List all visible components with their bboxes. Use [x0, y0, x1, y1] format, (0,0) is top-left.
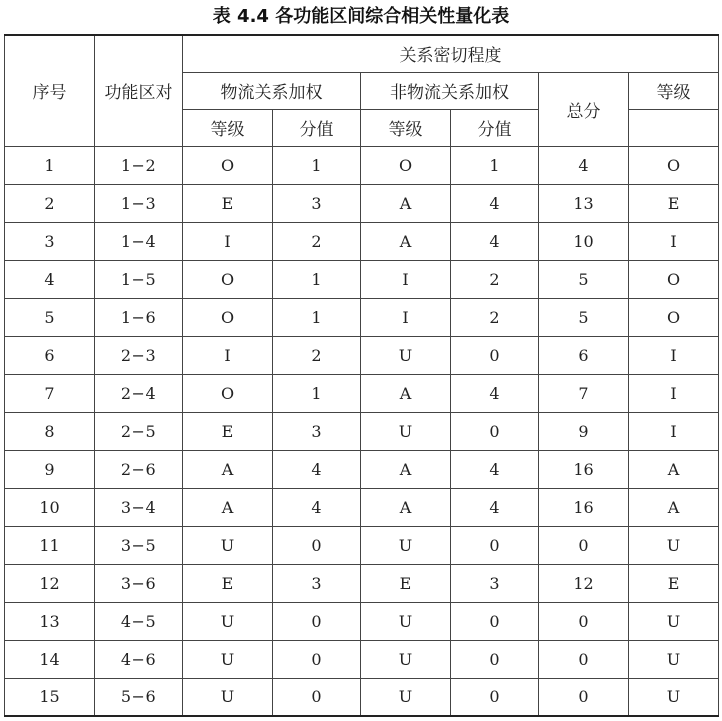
cell-logistics-value: 4	[273, 488, 361, 526]
cell-logistics-grade: U	[183, 640, 273, 678]
table-row	[5, 222, 719, 260]
cell-grade: O	[629, 146, 719, 184]
cell-index: 1	[5, 146, 95, 184]
cell-logistics-value: 2	[273, 222, 361, 260]
cell-index: 9	[5, 450, 95, 488]
cell-logistics-value: 3	[273, 564, 361, 602]
cell-grade: U	[629, 526, 719, 564]
cell-grade: I	[629, 412, 719, 450]
cell-non-logistics-value: 0	[451, 526, 539, 564]
cell-non-logistics-grade: A	[361, 450, 451, 488]
cell-non-logistics-grade: A	[361, 374, 451, 412]
cell-total: 0	[539, 640, 629, 678]
cell-logistics-value: 1	[273, 260, 361, 298]
cell-logistics-grade: I	[183, 336, 273, 374]
cell-grade: O	[629, 260, 719, 298]
cell-total: 6	[539, 336, 629, 374]
cell-logistics-grade: O	[183, 298, 273, 336]
cell-non-logistics-value: 4	[451, 222, 539, 260]
cell-logistics-value: 1	[273, 374, 361, 412]
cell-non-logistics-grade: U	[361, 412, 451, 450]
cell-index: 2	[5, 184, 95, 222]
cell-pair: 2−5	[95, 412, 183, 450]
cell-pair: 2−6	[95, 450, 183, 488]
cell-logistics-value: 3	[273, 184, 361, 222]
cell-non-logistics-grade: U	[361, 678, 451, 716]
cell-logistics-value: 4	[273, 450, 361, 488]
cell-non-logistics-value: 3	[451, 564, 539, 602]
cell-grade: U	[629, 602, 719, 640]
cell-logistics-value: 1	[273, 146, 361, 184]
cell-total: 0	[539, 602, 629, 640]
cell-logistics-grade: O	[183, 260, 273, 298]
cell-non-logistics-value: 4	[451, 450, 539, 488]
header-non-logistics-value: 分值	[451, 109, 539, 146]
cell-non-logistics-value: 4	[451, 184, 539, 222]
cell-grade: U	[629, 640, 719, 678]
table-row	[5, 450, 719, 488]
cell-index: 4	[5, 260, 95, 298]
cell-non-logistics-grade: U	[361, 336, 451, 374]
cell-pair: 1−2	[95, 146, 183, 184]
table-row	[5, 146, 719, 184]
cell-index: 3	[5, 222, 95, 260]
cell-pair: 1−6	[95, 298, 183, 336]
cell-index: 10	[5, 488, 95, 526]
cell-grade: I	[629, 374, 719, 412]
table-row	[5, 564, 719, 602]
cell-pair: 2−3	[95, 336, 183, 374]
cell-index: 6	[5, 336, 95, 374]
cell-grade: E	[629, 184, 719, 222]
cell-pair: 3−6	[95, 564, 183, 602]
cell-total: 16	[539, 450, 629, 488]
cell-logistics-grade: A	[183, 488, 273, 526]
cell-non-logistics-value: 0	[451, 640, 539, 678]
cell-pair: 3−5	[95, 526, 183, 564]
cell-pair: 4−6	[95, 640, 183, 678]
table-row	[5, 184, 719, 222]
table-row	[5, 678, 719, 716]
header-grade: 等级	[629, 72, 719, 109]
cell-index: 5	[5, 298, 95, 336]
cell-total: 0	[539, 678, 629, 716]
cell-index: 12	[5, 564, 95, 602]
header-logistics-grade: 等级	[183, 109, 273, 146]
table-row	[5, 526, 719, 564]
cell-logistics-value: 1	[273, 298, 361, 336]
cell-non-logistics-grade: A	[361, 184, 451, 222]
cell-logistics-value: 0	[273, 640, 361, 678]
cell-non-logistics-value: 4	[451, 374, 539, 412]
cell-logistics-value: 0	[273, 678, 361, 716]
cell-non-logistics-grade: A	[361, 488, 451, 526]
cell-index: 13	[5, 602, 95, 640]
cell-non-logistics-grade: O	[361, 146, 451, 184]
cell-total: 13	[539, 184, 629, 222]
header-non-logistics-grade: 等级	[361, 109, 451, 146]
cell-non-logistics-grade: I	[361, 298, 451, 336]
cell-logistics-value: 0	[273, 602, 361, 640]
header-index: 序号	[5, 35, 95, 146]
cell-non-logistics-grade: U	[361, 640, 451, 678]
cell-total: 9	[539, 412, 629, 450]
cell-grade: A	[629, 450, 719, 488]
cell-index: 11	[5, 526, 95, 564]
cell-total: 7	[539, 374, 629, 412]
table-row	[5, 336, 719, 374]
cell-non-logistics-value: 1	[451, 146, 539, 184]
header-pair: 功能区对	[95, 35, 183, 146]
cell-non-logistics-value: 2	[451, 260, 539, 298]
cell-grade: O	[629, 298, 719, 336]
cell-non-logistics-grade: U	[361, 526, 451, 564]
cell-non-logistics-value: 0	[451, 412, 539, 450]
cell-logistics-value: 3	[273, 412, 361, 450]
cell-logistics-grade: E	[183, 564, 273, 602]
cell-pair: 2−4	[95, 374, 183, 412]
cell-logistics-grade: E	[183, 184, 273, 222]
cell-total: 5	[539, 298, 629, 336]
cell-non-logistics-grade: E	[361, 564, 451, 602]
cell-index: 14	[5, 640, 95, 678]
cell-logistics-grade: U	[183, 526, 273, 564]
cell-total: 12	[539, 564, 629, 602]
table-row	[5, 298, 719, 336]
cell-non-logistics-grade: A	[361, 222, 451, 260]
cell-grade: I	[629, 336, 719, 374]
cell-pair: 4−5	[95, 602, 183, 640]
cell-index: 15	[5, 678, 95, 716]
cell-non-logistics-value: 0	[451, 602, 539, 640]
table-title: 表 4.4 各功能区间综合相关性量化表	[212, 6, 510, 27]
cell-non-logistics-grade: U	[361, 602, 451, 640]
cell-pair: 1−4	[95, 222, 183, 260]
cell-logistics-grade: O	[183, 146, 273, 184]
header-logistics-value: 分值	[273, 109, 361, 146]
cell-total: 5	[539, 260, 629, 298]
cell-pair: 3−4	[95, 488, 183, 526]
table-row	[5, 374, 719, 412]
header-grade-blank	[629, 109, 719, 146]
cell-logistics-value: 0	[273, 526, 361, 564]
cell-grade: A	[629, 488, 719, 526]
cell-logistics-grade: E	[183, 412, 273, 450]
cell-logistics-grade: I	[183, 222, 273, 260]
cell-logistics-grade: U	[183, 602, 273, 640]
cell-total: 10	[539, 222, 629, 260]
correlation-table	[4, 34, 719, 717]
cell-total: 4	[539, 146, 629, 184]
header-non-logistics: 非物流关系加权	[361, 72, 539, 109]
cell-logistics-grade: O	[183, 374, 273, 412]
header-group: 关系密切程度	[183, 35, 719, 72]
cell-non-logistics-value: 0	[451, 336, 539, 374]
header-total: 总分	[539, 72, 629, 146]
table-row	[5, 412, 719, 450]
table-row	[5, 260, 719, 298]
cell-logistics-grade: A	[183, 450, 273, 488]
cell-non-logistics-grade: I	[361, 260, 451, 298]
cell-non-logistics-value: 2	[451, 298, 539, 336]
cell-total: 16	[539, 488, 629, 526]
header-logistics: 物流关系加权	[183, 72, 361, 109]
table-row	[5, 602, 719, 640]
cell-pair: 1−5	[95, 260, 183, 298]
cell-grade: U	[629, 678, 719, 716]
cell-logistics-value: 2	[273, 336, 361, 374]
cell-non-logistics-value: 4	[451, 488, 539, 526]
cell-pair: 5−6	[95, 678, 183, 716]
table-row	[5, 488, 719, 526]
table-row	[5, 640, 719, 678]
cell-grade: E	[629, 564, 719, 602]
cell-index: 8	[5, 412, 95, 450]
cell-non-logistics-value: 0	[451, 678, 539, 716]
cell-logistics-grade: U	[183, 678, 273, 716]
cell-grade: I	[629, 222, 719, 260]
cell-total: 0	[539, 526, 629, 564]
cell-index: 7	[5, 374, 95, 412]
cell-pair: 1−3	[95, 184, 183, 222]
